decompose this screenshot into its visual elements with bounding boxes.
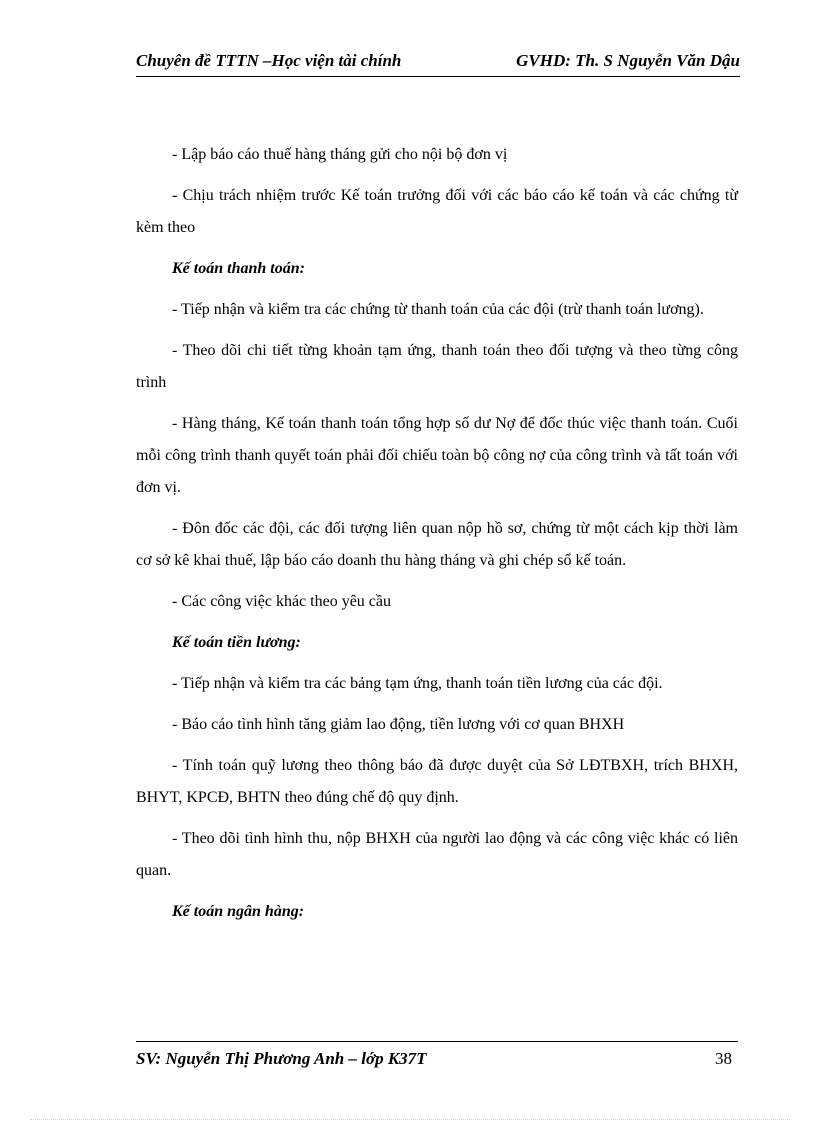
paragraph: - Đôn đốc các đội, các đối tượng liên quan nộp hồ sơ, chứng từ một cách kịp thời làm cơ sở kê khai thuế, lập báo cáo doanh thu hàng tháng và ghi chép sổ kế toán. [136, 520, 738, 569]
header-course-title: Chuyên đề TTTN –Học viện tài chính [136, 51, 402, 70]
section-heading-bank-accounting: Kế toán ngân hàng: [172, 903, 305, 920]
page-header [136, 50, 740, 77]
paragraph: - Tiếp nhận và kiểm tra các chứng từ thanh toán của các đội (trừ thanh toán lương). [172, 301, 704, 318]
document-body [136, 139, 738, 937]
page-number: 38 [715, 1049, 732, 1068]
paragraph: - Theo dõi chi tiết từng khoản tạm ứng, thanh toán theo đối tượng và theo từng công trình [136, 342, 738, 391]
page-footer [136, 1041, 738, 1072]
header-supervisor: GVHD: Th. S Nguyễn Văn Dậu [516, 51, 740, 70]
paragraph: - Các công việc khác theo yêu cầu [172, 593, 392, 610]
paragraph: - Hàng tháng, Kế toán thanh toán tổng hợp số dư Nợ để đốc thúc việc thanh toán. Cuối mỗi công trình thanh quyết toán phải đối chiếu toàn bộ công nợ của công trình và tất toán với đơn vị. [136, 415, 738, 496]
paragraph: - Chịu trách nhiệm trước Kế toán trưởng đối với các báo cáo kế toán và các chứng từ kèm theo [136, 187, 738, 236]
paragraph: - Tiếp nhận và kiểm tra các bảng tạm ứng, thanh toán tiền lương của các đội. [172, 675, 663, 692]
paragraph: - Lập báo cáo thuế hàng tháng gửi cho nội bộ đơn vị [172, 146, 508, 163]
paragraph: - Báo cáo tình hình tăng giảm lao động, tiền lương với cơ quan BHXH [172, 716, 625, 733]
page-edge-divider [30, 1119, 790, 1120]
footer-student-info: SV: Nguyễn Thị Phương Anh – lớp K37T [136, 1049, 427, 1068]
section-heading-payroll-accounting: Kế toán tiền lương: [172, 634, 301, 651]
paragraph: - Theo dõi tình hình thu, nộp BHXH của người lao động và các công việc khác có liên quan. [136, 830, 738, 879]
paragraph: - Tính toán quỹ lương theo thông báo đã được duyệt của Sở LĐTBXH, trích BHXH, BHYT, KPCĐ, BHTN theo đúng chế độ quy định. [136, 757, 738, 806]
section-heading-payment-accounting: Kế toán thanh toán: [172, 260, 305, 277]
